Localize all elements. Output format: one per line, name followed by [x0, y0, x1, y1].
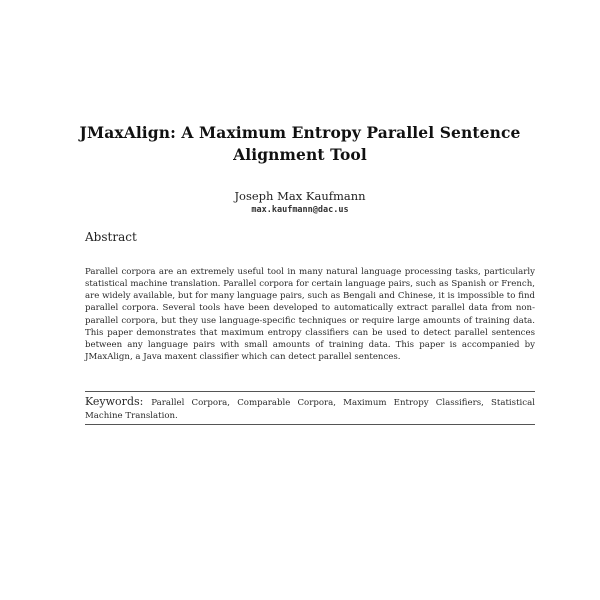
abstract-text: Parallel corpora are an extremely useful tool in many natural language processing tasks, particularly statistical machine translation. Parallel corpora for certain language pairs, such as Spanish or French, are widely available, but for many language pairs, such as Bengali and Chinese, it is impossible to find parallel corpora. Several tools have been developed to automatically extract parallel data from non-parallel corpora, but they use language-specific techniques or require large amounts of training data. This paper demonstrates that maximum entropy classifiers can be used to detect parallel sentences between any language pairs with small amounts of training data. This paper is accompanied by JMaxAlign, a Java maxent classifier which can detect parallel sentences.	[85, 267, 535, 363]
paper-title: JMaxAlign: A Maximum Entropy Parallel Sentence Alignment Tool	[79, 123, 521, 164]
author-email: max.kaufmann@dac.us	[251, 205, 349, 215]
keywords-label: Keywords:	[85, 395, 152, 408]
keywords-text: Parallel Corpora, Comparable Corpora, Maximum Entropy Classifiers, Statistical Machine Translation.	[85, 398, 535, 421]
keywords-bottom-rule	[85, 424, 535, 425]
abstract-heading: Abstract	[85, 230, 137, 244]
keywords-section	[85, 396, 535, 422]
keywords-top-rule	[85, 391, 535, 392]
author-name: Joseph Max Kaufmann	[234, 189, 366, 203]
